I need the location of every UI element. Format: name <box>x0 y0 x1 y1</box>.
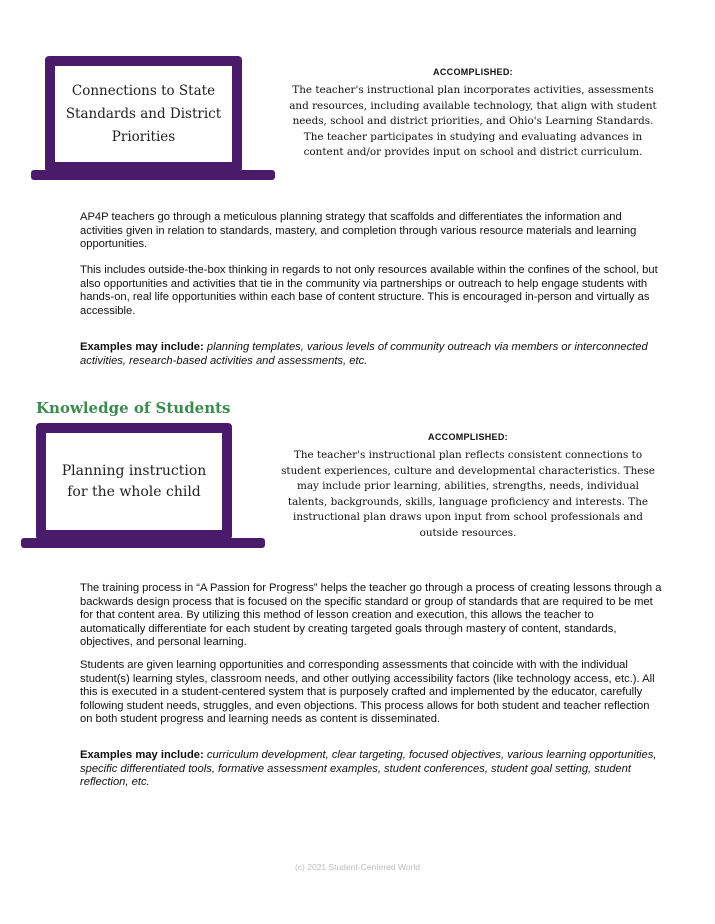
box-title-standards: Connections to State Standards and District Priorities <box>55 66 232 162</box>
examples-label: Examples may include: <box>80 341 204 353</box>
section-heading-knowledge-of-students: Knowledge of Students <box>36 399 231 417</box>
laptop-base <box>21 538 265 548</box>
laptop-base <box>31 170 275 180</box>
paragraph-planning-strategy: AP4P teachers go through a meticulous planning strategy that scaffolds and differentiates the information and activities given in relation to standards, mastery, and completion through various resource materials and learning opportunities. <box>80 211 637 250</box>
examples-standards <box>80 341 662 368</box>
paragraph-outside-the-box: This includes outside-the-box thinking in regards to not only resources available within the confines of the school, but also opportunities and activities that tie in the community via partnerships or outreach to help engage students with hands-on, real life opportunities within each base of content structure. This is encouraged in-person and virtually as accessible. <box>80 264 658 317</box>
examples-label: Examples may include: <box>80 749 204 761</box>
footer-copyright: (c) 2021 Student-Centered World <box>294 862 421 872</box>
laptop-screen <box>45 56 242 172</box>
examples-text: planning templates, various levels of community outreach via members or interconnected activities, research-based activities and assessments, etc. <box>80 341 648 367</box>
accomplished-text: The teacher's instructional plan reflects consistent connections to student experiences, culture and developmental characteristics. These may include prior learning, abilities, strengths, needs, individual talents, backgrounds, skills, language proficiency and interests. The instructional plan draws upon input from school professionals and outside resources. <box>281 449 655 539</box>
paragraph-learning-opportunities: Students are given learning opportunities and corresponding assessments that coincide with with the individual student(s) learning styles, classroom needs, and other outlying accessibility factors (like technology access, etc.). All this is executed in a student-centered system that is purposely crafted and implemented by the educator, carefully following student needs, struggles, and even objections. This process allows for both student and teacher reflection on both student progress and learning needs as content is disseminated. <box>80 659 655 725</box>
accomplished-text: The teacher's instructional plan incorporates activities, assessments and resources, including available technology, that align with student needs, school and district priorities, and Ohio's Learning Standards. The teacher participates in studying and evaluating advances in content and/or provides input on school and district curriculum. <box>289 84 657 158</box>
laptop-screen <box>36 423 232 540</box>
paragraph-training-process: The training process in “A Passion for Progress” helps the teacher go through a process of creating lessons through a backwards design process that is focused on the specific standard or group of standards that are required to be met for that content area. By utilizing this method of lesson creation and execution, this allows the teacher to automatically differentiate for each student by creating targeted goals through mastery of content, standards, objectives, and personal learning. <box>80 582 662 648</box>
examples-whole-child <box>80 749 662 790</box>
examples-text: curriculum development, clear targeting, focused objectives, various learning opportunities, specific differentiated tools, formative assessment examples, student conferences, student goal setting, student reflection, etc. <box>80 749 657 788</box>
accomplished-label: ACCOMPLISHED: <box>428 432 508 442</box>
box-title-whole-child: Planning instruction for the whole child <box>46 433 222 530</box>
accomplished-label: ACCOMPLISHED: <box>433 67 513 77</box>
accomplished-block-standards <box>284 67 662 161</box>
accomplished-block-whole-child <box>280 432 656 541</box>
